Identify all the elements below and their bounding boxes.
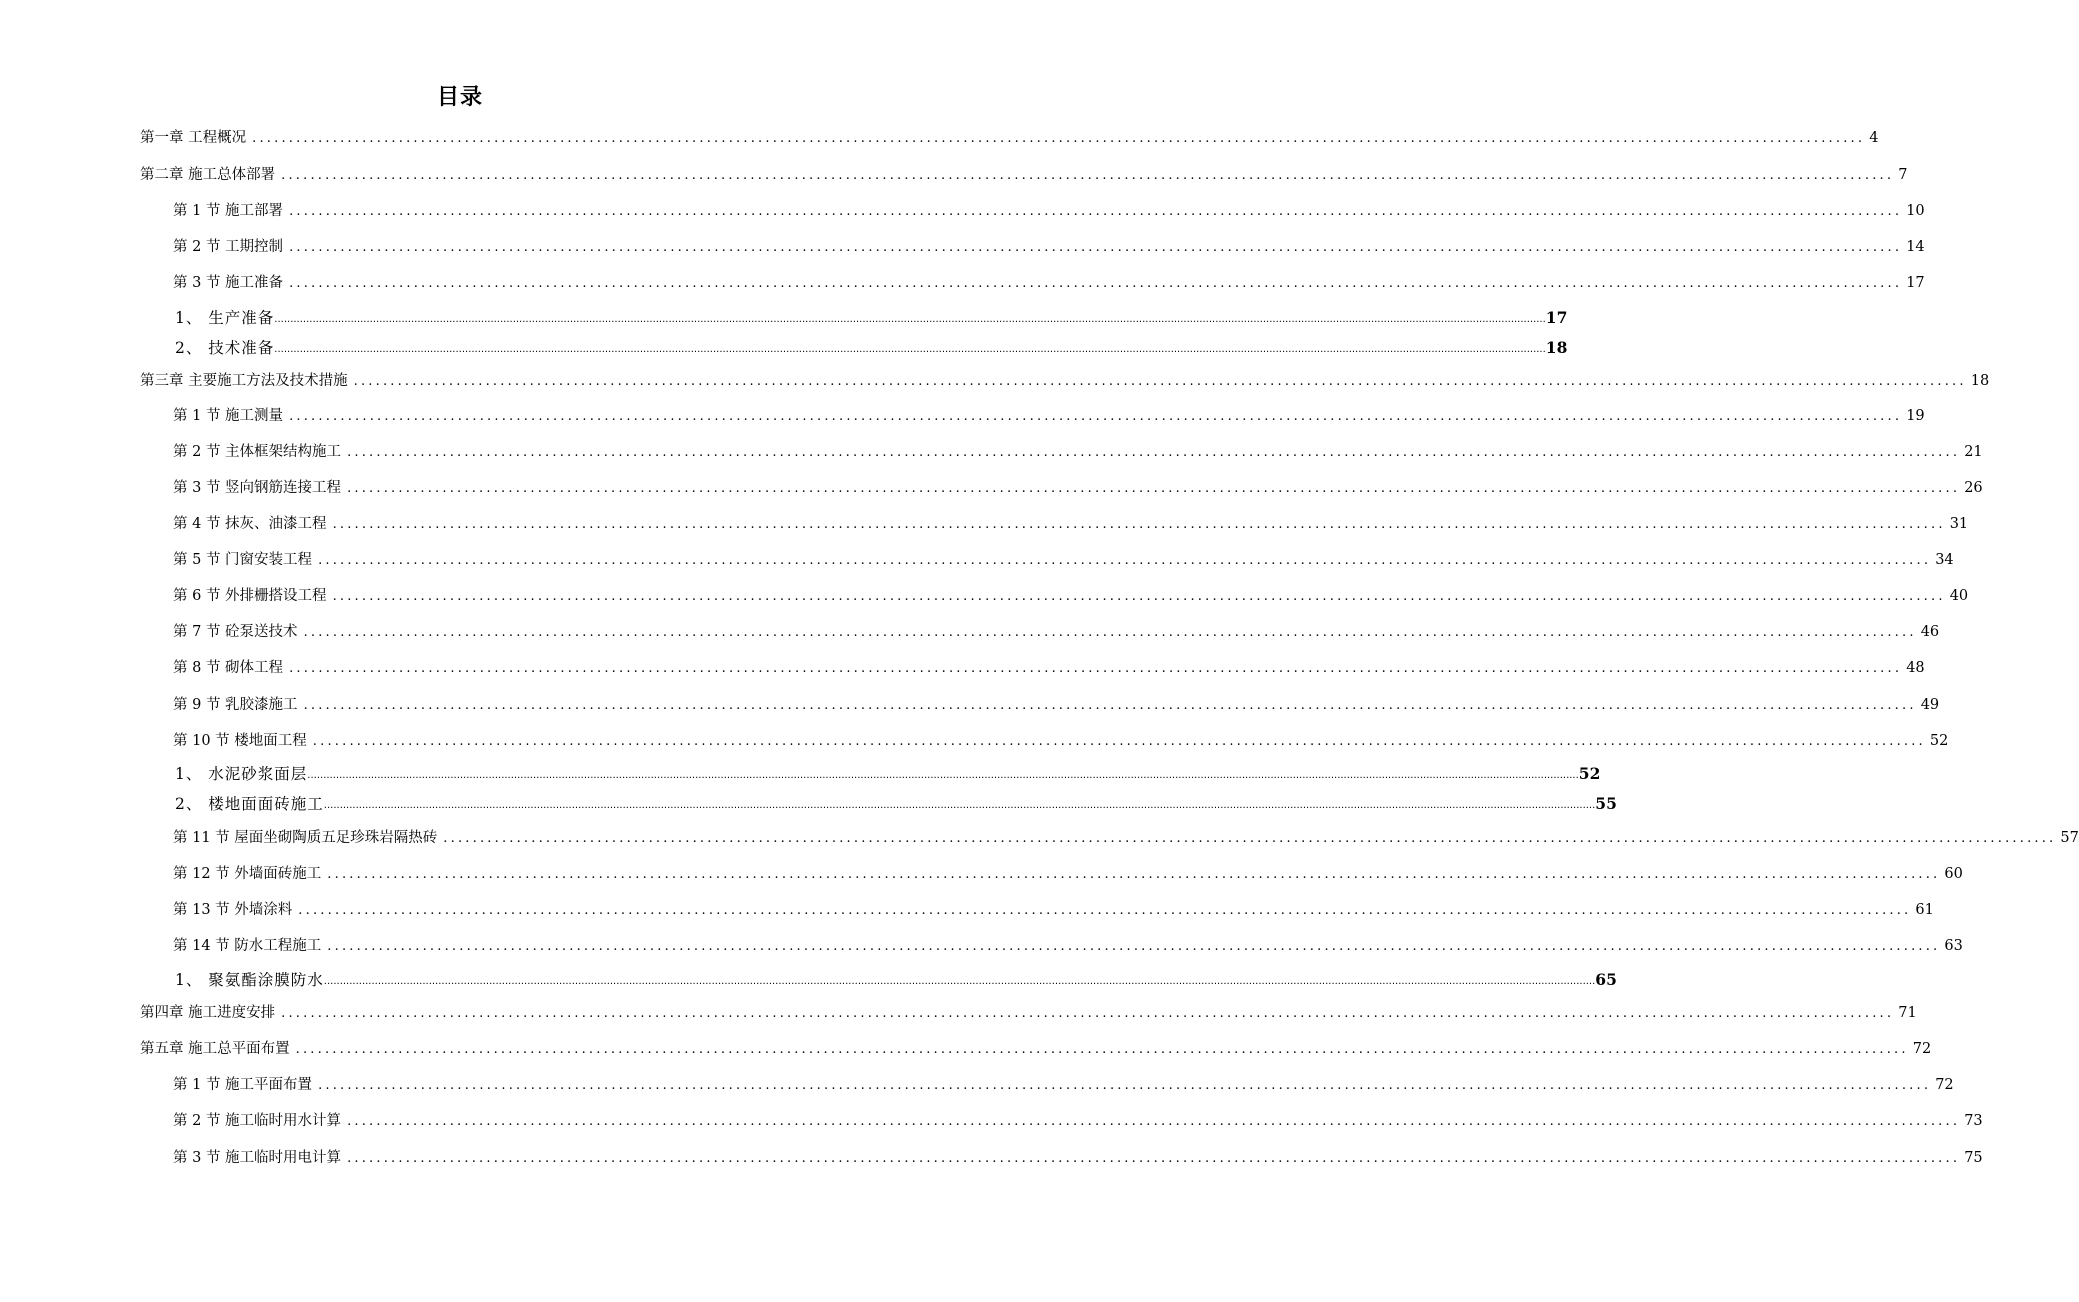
toc-entry-page: 17 [1906, 275, 1925, 291]
toc-dot-leader: ............................................................................................................................................................................................................................ [318, 1078, 1932, 1093]
toc-entry-label: 第 13 节 外墙涂料 [173, 902, 293, 918]
toc-entry-page: 49 [1920, 697, 1940, 713]
toc-entry-label: 第五章 施工总平面布置 [140, 1041, 290, 1057]
toc-entry-page: 40 [1949, 588, 1969, 604]
toc-entry-label: 第 3 节 施工准备 [173, 275, 284, 291]
toc-entry-page: 73 [1964, 1113, 1983, 1129]
toc-entry[interactable] [173, 1111, 1983, 1132]
toc-entry[interactable] [173, 731, 1949, 752]
toc-entry-page: 61 [1915, 902, 1934, 918]
toc-dot-leader: ............................................................................................................................................................................................................................ [332, 589, 1946, 604]
toc-entry-page: 71 [1898, 1005, 1917, 1021]
toc-entry-page: 48 [1906, 660, 1925, 676]
toc-entry-label: 第一章 工程概况 [140, 130, 247, 146]
toc-entry[interactable] [175, 308, 1568, 331]
toc-entry[interactable] [140, 1003, 1917, 1024]
toc-dot-leader: ............................................................................................................................................................................................................................ [289, 204, 1903, 219]
toc-dot-leader: ............................................................................................................................................................................................................................ [443, 831, 2057, 846]
toc-entry-label: 第 6 节 外排栅搭设工程 [173, 588, 327, 604]
toc-entry[interactable] [173, 201, 1925, 222]
toc-dot-leader: ............................................................................................................................................................................................................................ [347, 1151, 1961, 1166]
toc-entry-label: 第四章 施工进度安排 [140, 1005, 276, 1021]
toc-entry-page: 18 [1545, 338, 1568, 357]
toc-entry-label: 第 1 节 施工部署 [173, 203, 284, 219]
toc-entry-label: 第 3 节 施工临时用电计算 [173, 1150, 342, 1166]
toc-title: 目录 [436, 84, 483, 110]
toc-entry-page: 19 [1906, 408, 1925, 424]
toc-entry[interactable] [173, 586, 1969, 607]
toc-entry-label: 1、 水泥砂浆面层 [175, 765, 308, 783]
toc-entry-label: 第二章 施工总体部署 [140, 167, 276, 183]
toc-entry[interactable] [175, 338, 1568, 361]
toc-dot-leader: ............................................................................................................................................................................................................................ [332, 517, 1946, 532]
toc-entry-label: 第 2 节 工期控制 [173, 239, 284, 255]
toc-entry-label: 第 10 节 楼地面工程 [173, 733, 307, 749]
toc-dot-leader: ............................................................................................................................................................................................................................ [289, 661, 1903, 676]
toc-entry-page: 21 [1964, 444, 1983, 460]
toc-entry[interactable] [175, 764, 1601, 787]
toc-entry-label: 第 4 节 抹灰、油漆工程 [173, 516, 327, 532]
toc-entry-page: 7 [1898, 167, 1908, 183]
toc-entry-page: 4 [1869, 130, 1879, 146]
toc-dot-leader: ................................................................................................................................................................................................................................................................................................................................................................................................................ [307, 770, 1579, 781]
toc-dot-leader: ................................................................................................................................................................................................................................................................................................................................................................................................................ [274, 314, 1546, 325]
toc-entry-label: 第 9 节 乳胶漆施工 [173, 697, 298, 713]
toc-entry-label: 第 5 节 门窗安装工程 [173, 552, 313, 568]
toc-dot-leader: ............................................................................................................................................................................................................................ [295, 1042, 1909, 1057]
toc-dot-leader: ............................................................................................................................................................................................................................ [303, 698, 1917, 713]
toc-dot-leader: ............................................................................................................................................................................................................................ [327, 867, 1941, 882]
toc-entry-page: 31 [1949, 516, 1969, 532]
toc-entry-page: 65 [1595, 970, 1617, 989]
toc-dot-leader: ............................................................................................................................................................................................................................ [347, 481, 1961, 496]
toc-entry[interactable] [175, 794, 1617, 817]
toc-entry[interactable] [140, 1039, 1932, 1060]
toc-dot-leader: ............................................................................................................................................................................................................................ [312, 734, 1926, 749]
toc-entry[interactable] [140, 371, 1990, 392]
toc-entry-page: 46 [1920, 624, 1940, 640]
toc-dot-leader: ............................................................................................................................................................................................................................ [298, 903, 1912, 918]
toc-entry[interactable] [173, 658, 1925, 679]
toc-entry-label: 第 1 节 施工平面布置 [173, 1077, 313, 1093]
toc-entry-page: 34 [1935, 552, 1954, 568]
toc-dot-leader: ............................................................................................................................................................................................................................ [289, 240, 1903, 255]
toc-entry[interactable] [173, 864, 1963, 885]
toc-entry-page: 60 [1944, 866, 1963, 882]
toc-entry-page: 72 [1935, 1077, 1954, 1093]
toc-entry-label: 第 1 节 施工测量 [173, 408, 284, 424]
toc-dot-leader: ............................................................................................................................................................................................................................ [289, 276, 1903, 291]
toc-entry-label: 第 2 节 施工临时用水计算 [173, 1113, 342, 1129]
toc-entry[interactable] [173, 442, 1983, 463]
toc-entry[interactable] [173, 406, 1925, 427]
toc-entry-label: 1、 聚氨酯涂膜防水 [175, 971, 324, 989]
toc-entry[interactable] [173, 273, 1925, 294]
toc-entry[interactable] [173, 936, 1963, 957]
toc-entry-label: 第 7 节 砼泵送技术 [173, 624, 298, 640]
toc-entry-label: 2、 楼地面面砖施工 [175, 795, 324, 813]
toc-dot-leader: ............................................................................................................................................................................................................................ [289, 409, 1903, 424]
toc-entry-label: 第 3 节 竖向钢筋连接工程 [173, 480, 342, 496]
toc-entry-page: 18 [1970, 373, 1990, 389]
toc-entry[interactable] [173, 828, 2079, 849]
toc-dot-leader: ................................................................................................................................................................................................................................................................................................................................................................................................................ [323, 976, 1596, 987]
toc-entry[interactable] [173, 237, 1925, 258]
toc-dot-leader: ............................................................................................................................................................................................................................ [281, 1006, 1895, 1021]
toc-entry[interactable] [173, 900, 1934, 921]
toc-entry[interactable] [173, 514, 1969, 535]
toc-dot-leader: ............................................................................................................................................................................................................................ [353, 374, 1967, 389]
toc-entry[interactable] [173, 478, 1983, 499]
toc-dot-leader: ............................................................................................................................................................................................................................ [252, 131, 1866, 146]
toc-entry-label: 第 14 节 防水工程施工 [173, 938, 322, 954]
toc-entry-page: 10 [1906, 203, 1925, 219]
toc-entry[interactable] [173, 550, 1954, 571]
toc-entry-page: 75 [1964, 1150, 1983, 1166]
toc-entry-page: 55 [1595, 794, 1617, 813]
toc-entry-label: 1、 生产准备 [175, 309, 275, 327]
toc-entry[interactable] [173, 695, 1940, 716]
toc-dot-leader: ............................................................................................................................................................................................................................ [303, 625, 1917, 640]
toc-entry-page: 17 [1545, 308, 1568, 327]
toc-entry-label: 第 8 节 砌体工程 [173, 660, 284, 676]
toc-dot-leader: ................................................................................................................................................................................................................................................................................................................................................................................................................ [274, 344, 1546, 355]
toc-entry-page: 14 [1906, 239, 1925, 255]
toc-dot-leader: ................................................................................................................................................................................................................................................................................................................................................................................................................ [323, 800, 1596, 811]
toc-entry-label: 第三章 主要施工方法及技术措施 [140, 373, 348, 389]
toc-entry[interactable] [140, 128, 1879, 149]
toc-dot-leader: ............................................................................................................................................................................................................................ [327, 939, 1941, 954]
toc-entry-page: 57 [2060, 830, 2079, 846]
toc-entry-label: 2、 技术准备 [175, 339, 275, 357]
toc-entry[interactable] [173, 1075, 1954, 1096]
toc-dot-leader: ............................................................................................................................................................................................................................ [318, 553, 1932, 568]
toc-dot-leader: ............................................................................................................................................................................................................................ [347, 1114, 1961, 1129]
toc-dot-leader: ............................................................................................................................................................................................................................ [347, 445, 1961, 460]
toc-entry[interactable] [140, 165, 1908, 186]
toc-entry[interactable] [173, 622, 1940, 643]
toc-dot-leader: ............................................................................................................................................................................................................................ [281, 168, 1895, 183]
toc-entry-label: 第 11 节 屋面坐砌陶质五足珍珠岩隔热砖 [173, 830, 438, 846]
toc-entry-page: 52 [1578, 764, 1601, 783]
toc-entry[interactable] [173, 1148, 1983, 1169]
toc-entry-page: 26 [1964, 480, 1983, 496]
toc-entry-page: 63 [1944, 938, 1963, 954]
toc-entry-label: 第 2 节 主体框架结构施工 [173, 444, 342, 460]
toc-entry-page: 52 [1929, 733, 1949, 749]
toc-entry[interactable] [175, 970, 1617, 993]
toc-entry-page: 72 [1912, 1041, 1932, 1057]
toc-entry-label: 第 12 节 外墙面砖施工 [173, 866, 322, 882]
